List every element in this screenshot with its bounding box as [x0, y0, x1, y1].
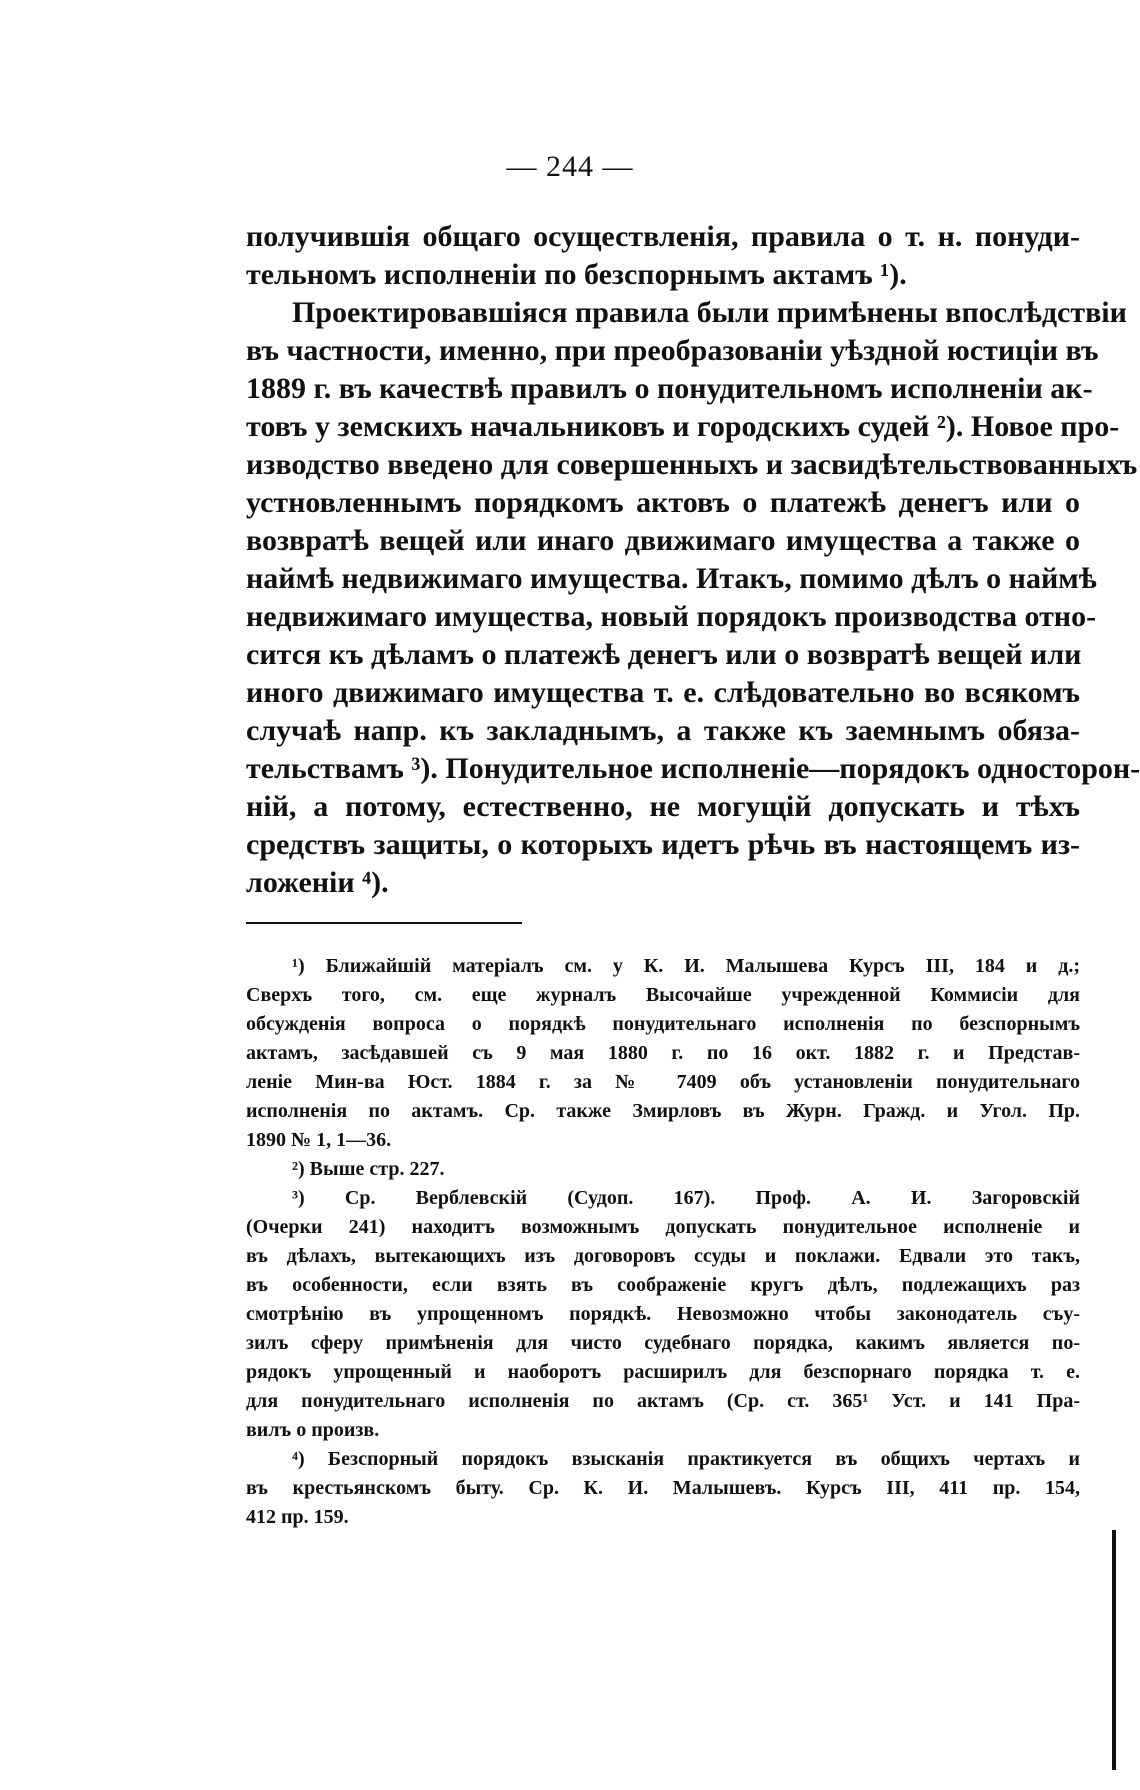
text-line: ложеніи ⁴).	[246, 866, 389, 899]
text-line: средствъ защиты, о которыхъ идетъ рѣчь въ настоящемъ из-	[246, 828, 1080, 861]
text-line: наймѣ недвижимаго имущества. Итакъ, помимо дѣлъ о наймѣ	[246, 562, 1097, 595]
footnote-line: 412 пр. 159.	[246, 1506, 349, 1528]
footnote-line: ³) Ср. Верблевскій (Судоп. 167). Проф. А. И. Загоровскій	[292, 1187, 1080, 1209]
text-line: Проектировавшіяся правила были примѣнены впослѣдствіи	[292, 296, 1127, 329]
footnote-line: 1890 № 1, 1—36.	[246, 1129, 392, 1151]
text-line: недвижимаго имущества, новый порядокъ производства отно-	[246, 600, 1097, 633]
text-line: 1889 г. въ качествѣ правилъ о понудительномъ исполненіи ак-	[246, 372, 1093, 405]
footnote-line: обсужденія вопроса о порядкѣ понудительнаго исполненія по безспорнымъ	[246, 1013, 1080, 1035]
text-line: въ частности, именно, при преобразованіи уѣздной юстиціи въ	[246, 334, 1099, 367]
footnote-line: въ крестьянскомъ быту. Ср. К. И. Малышевъ. Курсъ III, 411 пр. 154,	[246, 1477, 1080, 1499]
text-line: тельствамъ ³). Понудительное исполненіе—порядокъ односторон-	[246, 752, 1140, 785]
text-line: товъ у земскихъ начальниковъ и городскихъ судей ²). Новое про-	[246, 410, 1120, 443]
footnote-line: вилъ о произв.	[246, 1419, 380, 1441]
page-number: — 244 —	[506, 150, 634, 183]
text-line: изводство введено для совершенныхъ и засвидѣтельствованныхъ	[246, 448, 1138, 481]
scan-edge-mark	[1112, 1530, 1116, 1770]
footnote-line: зилъ сферу примѣненія для чисто судебнаго порядка, какимъ является по-	[246, 1332, 1080, 1354]
footnotes	[246, 952, 1080, 1532]
text-line: случаѣ напр. къ закладнымъ, а также къ заемнымъ обяза-	[246, 714, 1080, 747]
footnote-line: смотрѣнію въ упрощенномъ порядкѣ. Невозможно чтобы законодатель съу-	[246, 1303, 1080, 1325]
footnote-line: для понудительнаго исполненія по актамъ (Ср. ст. 365¹ Уст. и 141 Пра-	[246, 1390, 1080, 1412]
footnote-line: актамъ, засѣдавшей съ 9 мая 1880 г. по 16 окт. 1882 г. и Представ-	[246, 1042, 1080, 1064]
text-line: сится къ дѣламъ о платежѣ денегъ или о возвратѣ вещей или	[246, 638, 1082, 671]
text-line: ній, а потому, естественно, не могущій допускать и тѣхъ	[246, 790, 1080, 823]
footnote-line: ¹) Ближайшій матеріалъ см. у К. И. Малышева Курсъ III, 184 и д.;	[292, 955, 1080, 977]
footnote-line: ⁴) Безспорный порядокъ взысканія практикуется въ общихъ чертахъ и	[292, 1448, 1080, 1470]
footnote-divider	[246, 922, 522, 924]
text-line: иного движимаго имущества т. е. слѣдовательно во всякомъ	[246, 676, 1080, 709]
text-line: тельномъ исполненіи по безспорнымъ актамъ ¹).	[246, 258, 907, 291]
footnote-line: леніе Мин-ва Юст. 1884 г. за № 7409 объ установленіи понудительнаго	[246, 1071, 1080, 1093]
footnote-line: Сверхъ того, см. еще журналъ Высочайше учрежденной Коммисіи для	[246, 984, 1080, 1006]
text-line: возвратѣ вещей или инаго движимаго имущества а также о	[246, 524, 1080, 557]
main-text	[246, 218, 1140, 902]
footnote-line: исполненія по актамъ. Ср. также Змирловъ въ Журн. Гражд. и Угол. Пр.	[246, 1100, 1080, 1122]
footnote-line: (Очерки 241) находитъ возможнымъ допускать понудительное исполненіе и	[246, 1216, 1080, 1238]
footnote-line: рядокъ упрощенный и наоборотъ расширилъ для безспорнаго порядка т. е.	[246, 1361, 1080, 1383]
footnote-line: ²) Выше стр. 227.	[292, 1158, 445, 1180]
text-line: получившія общаго осуществленія, правила о т. н. понуди-	[246, 220, 1080, 253]
footnote-line: въ дѣлахъ, вытекающихъ изъ договоровъ ссуды и поклажи. Едвали это такъ,	[246, 1245, 1080, 1267]
text-line: устновленнымъ порядкомъ актовъ о платежѣ денегъ или о	[246, 486, 1080, 519]
footnote-line: въ особенности, если взять въ соображеніе кругъ дѣлъ, подлежащихъ раз	[246, 1274, 1080, 1296]
